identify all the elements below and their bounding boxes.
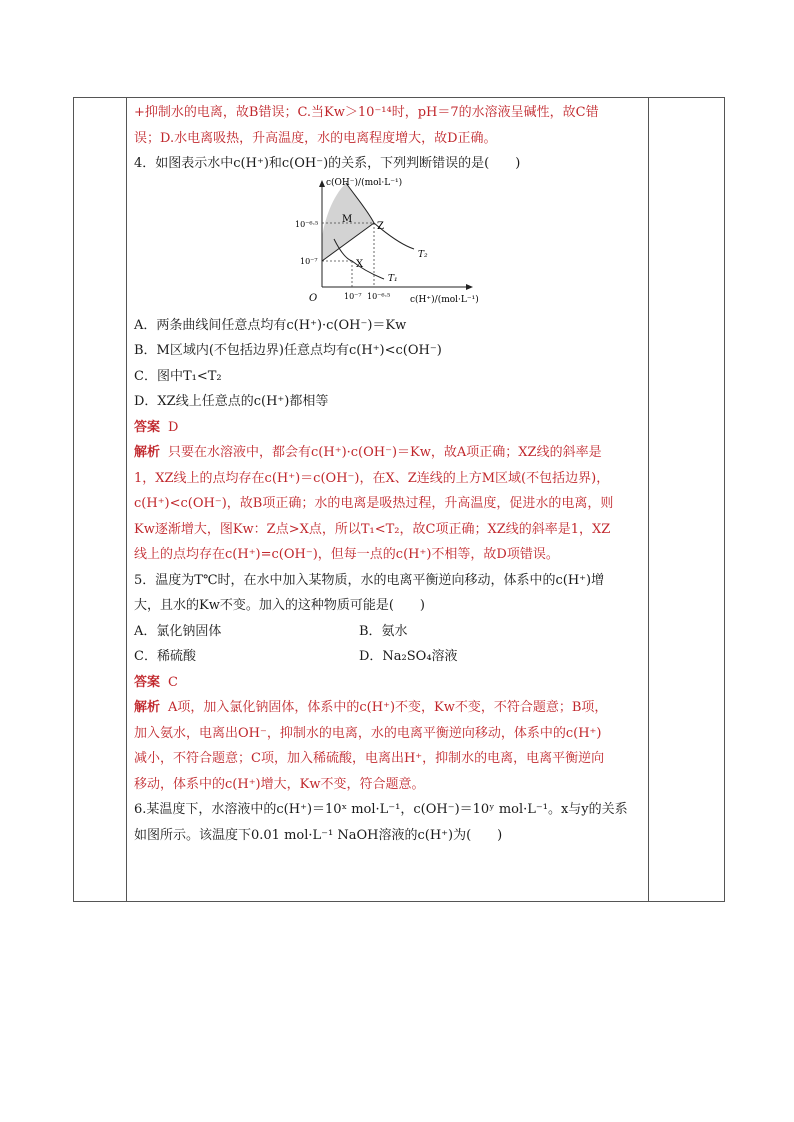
- answer-value: C: [168, 674, 178, 690]
- explanation-text: 只要在水溶液中，都会有c(H⁺)·c(OH⁻)＝Kw，故A项正确；XZ线的斜率是: [168, 445, 602, 460]
- answer-4: [134, 415, 644, 441]
- explanation-4-line: [134, 440, 644, 466]
- option-a: A．氯化钠固体: [134, 623, 222, 639]
- option-a: A．两条曲线间任意点均有c(H⁺)·c(OH⁻)＝Kw: [134, 317, 407, 333]
- y-tick-label: 10⁻⁶·⁵: [295, 219, 319, 229]
- question-5-stem: 5．温度为T℃时，在水中加入某物质，水的电离平衡逆向移动，体系中的c(H⁺)增: [134, 572, 605, 588]
- point-x-label: X: [356, 258, 364, 270]
- option-d: D．Na₂SO₄溶液: [359, 649, 458, 664]
- answer-label: 答案: [134, 674, 161, 690]
- answer-label: 答案: [134, 419, 161, 435]
- x-axis-label: c(H⁺)/(mol·L⁻¹): [410, 294, 479, 305]
- water-ionization-figure: [134, 177, 644, 313]
- y-axis-label: c(OH⁻)/(mol·L⁻¹): [326, 177, 403, 188]
- option-d: D．XZ线上任意点的c(H⁺)都相等: [134, 394, 329, 409]
- kw-curve-diagram: [292, 177, 492, 313]
- explanation-4-line: 1，XZ线上的点均存在c(H⁺)＝c(OH⁻)，在X、Z连线的上方M区域(不包括边界)，: [134, 470, 610, 486]
- explanation-5-line: [134, 695, 644, 721]
- table-column-divider: [648, 98, 649, 901]
- answer-value: D: [168, 419, 179, 435]
- explanation-4-line: c(H⁺)<c(OH⁻)，故B项正确；水的电离是吸热过程，升高温度，促进水的电离，则: [134, 496, 614, 511]
- content-cell: [134, 100, 644, 848]
- origin-label: O: [309, 292, 318, 304]
- option-c: C．图中T₁<T₂: [134, 368, 222, 384]
- t2-label: T₂: [418, 249, 428, 260]
- explanation-5-line: 减小，不符合题意；C项，加入稀硫酸，电离出H⁺，抑制水的电离，电离平衡逆向: [134, 751, 605, 766]
- y-tick-label: 10⁻⁷: [300, 256, 318, 266]
- answer-5: [134, 670, 644, 696]
- explanation-line: +抑制水的电离，故B错误；C.当Kw＞10⁻¹⁴时，pH＝7的水溶液呈碱性，故C错: [134, 105, 599, 120]
- explanation-line: 误；D.水电离吸热，升高温度，水的电离程度增大，故D正确。: [134, 130, 497, 146]
- explanation-5-line: 加入氨水，电离出OH⁻，抑制水的电离，水的电离平衡逆向移动，体系中的c(H⁺): [134, 725, 602, 741]
- explanation-4-line: 线上的点均存在c(H⁺)=c(OH⁻)，但每一点的c(H⁺)不相等，故D项错误。: [134, 547, 559, 562]
- options-row: [134, 644, 644, 670]
- question-6-stem: 6.某温度下，水溶液中的c(H⁺)＝10ˣ mol·L⁻¹，c(OH⁻)＝10ʸ mol·L⁻¹。x与y的关系: [134, 802, 628, 817]
- question-4-stem: 4．如图表示水中c(H⁺)和c(OH⁻)的关系，下列判断错误的是( ): [134, 156, 521, 171]
- x-axis-arrow: [466, 284, 473, 290]
- y-axis-arrow: [319, 180, 325, 187]
- explanation-text: A项，加入氯化钠固体，体系中的c(H⁺)不变，Kw不变，不符合题意；B项，: [168, 700, 608, 715]
- explanation-label: 解析: [134, 700, 161, 715]
- explanation-label: 解析: [134, 445, 161, 460]
- question-6-stem: 如图所示。该温度下0.01 mol·L⁻¹ NaOH溶液的c(H⁺)为( ): [134, 827, 503, 843]
- point-z-label: Z: [377, 220, 384, 232]
- explanation-4-line: Kw逐渐增大，图Kw：Z点>X点，所以T₁<T₂，故C项正确；XZ线的斜率是1，XZ: [134, 521, 611, 537]
- t1-label: T₁: [388, 273, 398, 284]
- options-row: [134, 619, 644, 645]
- option-b: B．氨水: [359, 623, 408, 639]
- point-m-label: M: [342, 213, 353, 225]
- question-5-stem: 大，且水的Kw不变。加入的这种物质可能是( ): [134, 598, 425, 613]
- x-tick-label: 10⁻⁶·⁵: [367, 291, 391, 301]
- explanation-5-line: 移动，体系中的c(H⁺)增大，Kw不变，符合题意。: [134, 776, 425, 792]
- option-c: C．稀硫酸: [134, 649, 196, 664]
- x-tick-label: 10⁻⁷: [344, 291, 362, 301]
- table-column-divider: [126, 98, 127, 901]
- option-b: B．M区域内(不包括边界)任意点均有c(H⁺)<c(OH⁻): [134, 343, 442, 358]
